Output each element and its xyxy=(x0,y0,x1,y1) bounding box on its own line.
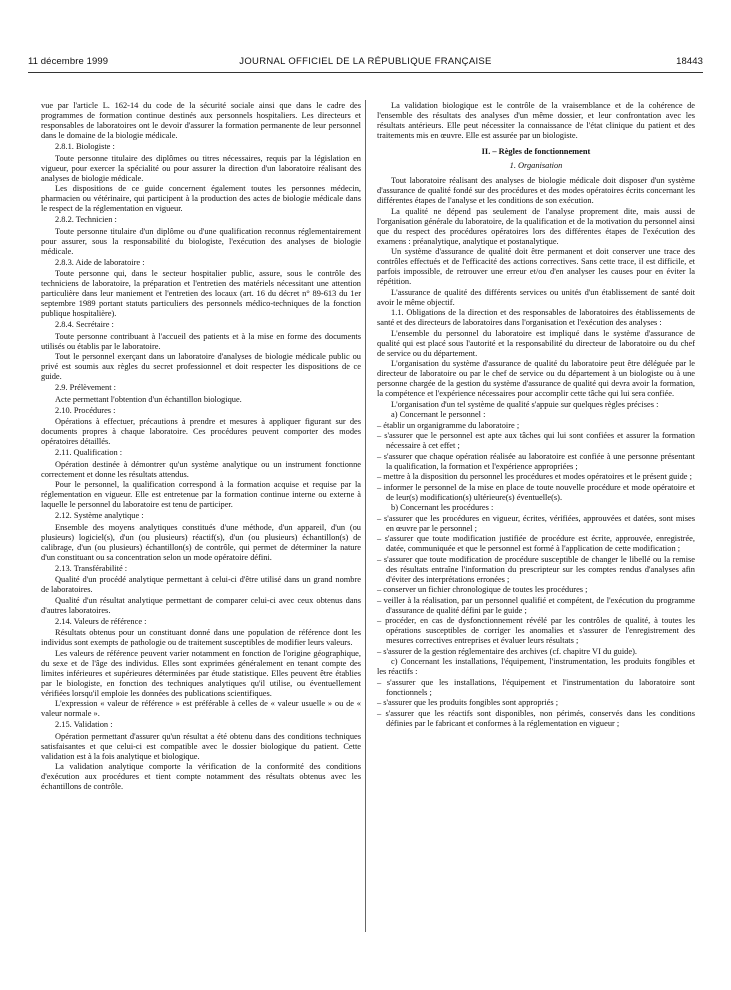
issue-date: 11 décembre 1999 xyxy=(28,56,109,67)
subheading: 2.15. Validation : xyxy=(55,720,113,729)
paragraph: Ensemble des moyens analytiques constitués d'une méthode, d'un appareil, d'un (ou plusieurs) logiciel(s), d'un (ou plusieurs) réactif(s), d'un (ou plusieurs) échantillon(s) de calibrage, d'un (ou plusieurs) échantillon(s) de contrôle, qui permet de déterminer la nature d'un constituant ou sa concentration selon un mode opératoire défini. xyxy=(41,522,361,562)
paragraph: Qualité d'un résultat analytique permettant de comparer celui-ci avec ceux obtenus dans d'autres laboratoires. xyxy=(41,595,361,615)
paragraph: 1.1. Obligations de la direction et des responsables de laboratoires des établissements de santé et des directeurs de laboratoires dans l'organisation et l'exécution des analyses : xyxy=(377,308,695,327)
running-header xyxy=(28,56,703,70)
list-label: c) Concernant les installations, l'équipement, l'instrumentation, les produits fongibles et les réactifs : xyxy=(377,657,695,676)
list-item: – s'assurer de la gestion réglementaire des archives (cf. chapitre VI du guide). xyxy=(377,646,637,656)
paragraph: Toute personne qui, dans le secteur hospitalier public, assure, sous le contrôle des techniciens de laboratoire, la préparation et l'entretien des matériels nécessitant une attention particulière dans leur maniement et l'entretien des locaux (art. 16 du décret n° 89-613 du 1er septembre 1989 portant statuts particuliers des personnels médico-techniques de la fonction publique hospitalière). xyxy=(41,269,361,318)
page-number: 18443 xyxy=(676,56,703,67)
paragraph: Acte permettant l'obtention d'un échantillon biologique. xyxy=(55,394,242,404)
list-item: – veiller à la réalisation, par un personnel qualifié et compétent, de l'exécution du programme d'assurance de qualité défini par le guide ; xyxy=(377,595,695,615)
list-item: – s'assurer que les installations, l'équipement et l'instrumentation du laboratoire sont fonctionnels ; xyxy=(377,677,695,697)
subheading: 2.12. Système analytique : xyxy=(55,511,144,520)
paragraph: L'expression « valeur de référence » est préférable à celles de « valeur usuelle » ou de « valeur normale ». xyxy=(41,699,361,718)
paragraph: La validation biologique est le contrôle de la vraisemblance et de la cohérence de l'ensemble des résultats des analyses d'un même dossier, et leur confrontation avec les résultats antérieurs. Elle peut nécessiter la connaissance de l'état clinique du patient et des traitements mis en œuvre. Elle est assurée par un biologiste. xyxy=(377,101,695,140)
subheading: 2.8.2. Technicien : xyxy=(55,215,117,224)
paragraph: Opérations à effectuer, précautions à prendre et mesures à appliquer figurant sur des documents propres à chaque laboratoire. Ces procédures peuvent comporter des modes opératoires détaillés. xyxy=(41,417,361,446)
subheading: 2.8.1. Biologiste : xyxy=(55,142,115,151)
paragraph: L'assurance de qualité des différents services ou unités d'un établissement de santé doit avoir le même objectif. xyxy=(377,287,695,307)
left-column xyxy=(41,101,361,793)
subheading: 2.9. Prélèvement : xyxy=(55,383,116,392)
section-heading: II. – Règles de fonctionnement xyxy=(481,147,591,156)
paragraph: Toute personne contribuant à l'accueil des patients et à la mise en forme des documents utilisés ou établis par le laboratoire. xyxy=(41,331,361,351)
paragraph: La validation analytique comporte la vérification de la conformité des conditions d'exécution aux procédures et tient compte notamment des résultats obtenus avec les échantillons de contrôle. xyxy=(41,762,361,791)
list-item: – s'assurer que le personnel est apte aux tâches qui lui sont confiées et assurer la formation nécessaire à cet effet ; xyxy=(377,431,695,450)
paragraph: Toute personne titulaire des diplômes ou titres nécessaires, requis par la législation en vigueur, pour exercer la spécialité ou pour assurer la direction d'un laboratoire réalisant des analyses de biologie médicale. xyxy=(41,153,361,183)
list-item: – s'assurer que chaque opération réalisée au laboratoire est confiée à une personne présentant la qualification, la formation et l'expérience appropriées ; xyxy=(377,451,695,471)
paragraph: L'ensemble du personnel du laboratoire est impliqué dans le système d'assurance de qualité qui est placé sous l'autorité et la responsabilité du directeur de laboratoire ou du chef de service ou du département. xyxy=(377,328,695,358)
list-label: b) Concernant les procédures : xyxy=(391,503,494,512)
subheading: 2.11. Qualification : xyxy=(55,448,123,457)
list-item: – s'assurer que les produits fongibles sont appropriés ; xyxy=(377,698,559,707)
paragraph: vue par l'article L. 162-14 du code de la sécurité sociale ainsi que dans le cadre des programmes de formation continue destinés aux personnels hospitaliers. Les directeurs et responsables de laboratoires ont le devoir d'assurer la formation permanente de leur personnel dans le domaine de la biologie médicale. xyxy=(41,101,361,140)
list-item: – s'assurer que les procédures en vigueur, écrites, vérifiées, approuvées et datées, sont mises en œuvre par le personnel ; xyxy=(377,513,695,533)
subheading: 2.8.3. Aide de laboratoire : xyxy=(55,257,145,267)
subheading: 2.13. Transférabilité : xyxy=(55,563,128,573)
paragraph: Les dispositions de ce guide concernent également toutes les personnes médecin, pharmacien ou vétérinaire, qui participent à la production des actes de biologie médicale dans le respect de la réglementation en vigueur. xyxy=(41,184,361,213)
list-item: – s'assurer que les réactifs sont disponibles, non périmés, conservés dans les conditions définies par le fabricant et conformes à la réglementation en vigueur ; xyxy=(377,708,695,728)
list-item: – s'assurer que toute modification justifiée de procédure est écrite, approuvée, enregistrée, datée, communiquée et que le personnel est formé à l'application de cette modification ; xyxy=(377,534,695,553)
list-item: – informer le personnel de la mise en place de toute nouvelle procédure et mode opératoire et de leur(s) modification(s) ultérieure(s) éventuelle(s). xyxy=(377,482,695,502)
column-divider xyxy=(365,100,366,932)
paragraph: L'organisation du système d'assurance de qualité du laboratoire peut être déléguée par le directeur de laboratoire ou par le chef de service ou du département à un biologiste ou à une personne chargée de la gestion du système d'assurance de qualité qui devra avoir la formation, la compétence et l'expérience nécessaires pour accomplir cette tâche qui lui sera confiée. xyxy=(377,359,695,398)
list-item: – mettre à la disposition du personnel les procédures et modes opératoires et le présent guide ; xyxy=(377,472,692,481)
paragraph: Qualité d'un procédé analytique permettant à celui-ci d'être utilisé dans un grand nombre de laboratoires. xyxy=(41,575,361,594)
right-column xyxy=(377,101,695,729)
list-item: – procéder, en cas de dysfonctionnement révélé par les contrôles de qualité, à toutes les opérations susceptibles de corriger les anomalies et s'assurer de l'enregistrement des mesures correctives entreprises et évaluer leurs résultats ; xyxy=(377,616,695,645)
subheading: 2.8.4. Secrétaire : xyxy=(55,320,114,329)
paragraph: Résultats obtenus pour un constituant donné dans une population de référence dont les individus sont exempts de pathologie ou de traitement susceptibles de modifier leurs valeurs. xyxy=(41,628,361,647)
paragraph: Pour le personnel, la qualification correspond à la formation acquise et requise par la réglementation en vigueur. Elle est entretenue par la formation continue interne ou externe à laquelle le personnel du laboratoire est tenu de participer. xyxy=(41,480,361,509)
paragraph: Opération destinée à démontrer qu'un système analytique ou un instrument fonctionne correctement et donne les résultats attendus. xyxy=(41,459,361,479)
paragraph: Un système d'assurance de qualité doit être permanent et doit conserver une trace des contrôles effectués et de l'efficacité des actions correctives. Sans cette trace, il est difficile, et parfois impossible, de retrouver une erreur et/ou d'en analyser les causes pour en éviter la répétition. xyxy=(377,247,695,286)
paragraph: L'organisation d'un tel système de qualité s'appuie sur quelques règles précises : xyxy=(391,399,659,409)
paragraph: Les valeurs de référence peuvent varier notamment en fonction de l'origine géographique, du sexe et de l'âge des individus. Elles sont exprimées généralement en tenant compte des limites inférieures et supérieures déterminées par étude statistique. Elles peuvent être établies par le biologiste, en fonction des techniques analytiques qu'il utilise, ou éventuellement vérifiées lorsqu'il emploie les données des publications scientifiques. xyxy=(41,648,361,698)
list-item: – établir un organigramme du laboratoire ; xyxy=(377,420,520,430)
paragraph: La qualité ne dépend pas seulement de l'analyse proprement dite, mais aussi de l'organisation générale du laboratoire, de la qualification et de la motivation du personnel ainsi que du respect des procédures opératoires lors des différentes étapes de l'exécution des examens : préanalytique, analytique et postanalytique. xyxy=(377,206,695,246)
paragraph: Tout laboratoire réalisant des analyses de biologie médicale doit disposer d'un système d'assurance de qualité fondé sur des procédures et des modes opératoires écrits concernant les différentes étapes de l'analyse et les conditions de son exécution. xyxy=(377,176,695,205)
paragraph: Toute personne titulaire d'un diplôme ou d'une qualification reconnus réglementairement pour assurer, sous la responsabilité du biologiste, l'exécution des analyses de biologie médicale. xyxy=(41,226,361,256)
paragraph: Tout le personnel exerçant dans un laboratoire d'analyses de biologie médicale public ou privé est soumis aux règles du secret professionnel et doit respecter les dispositions de ce guide. xyxy=(41,352,361,381)
subheading: 2.10. Procédures : xyxy=(55,405,116,415)
section-subheading: 1. Organisation xyxy=(509,161,563,170)
header-rule xyxy=(28,72,703,73)
journal-title: JOURNAL OFFICIEL DE LA RÉPUBLIQUE FRANÇAISE xyxy=(239,56,492,67)
list-item: – conserver un fichier chronologique de toutes les procédures ; xyxy=(377,585,588,594)
paragraph: Opération permettant d'assurer qu'un résultat a été obtenu dans des conditions techniques satisfaisantes et que celui-ci est compatible avec le dossier biologique du patient. Cette validation est à la fois analytique et biologique. xyxy=(41,731,361,761)
list-label: a) Concernant le personnel : xyxy=(391,410,486,419)
subheading: 2.14. Valeurs de référence : xyxy=(55,616,147,626)
list-item: – s'assurer que toute modification de procédure susceptible de changer le libellé ou la remise des résultats entraîne l'information du prescripteur sur les comptes rendus d'analyses afin d'éviter des interprétations erronées ; xyxy=(377,554,695,584)
